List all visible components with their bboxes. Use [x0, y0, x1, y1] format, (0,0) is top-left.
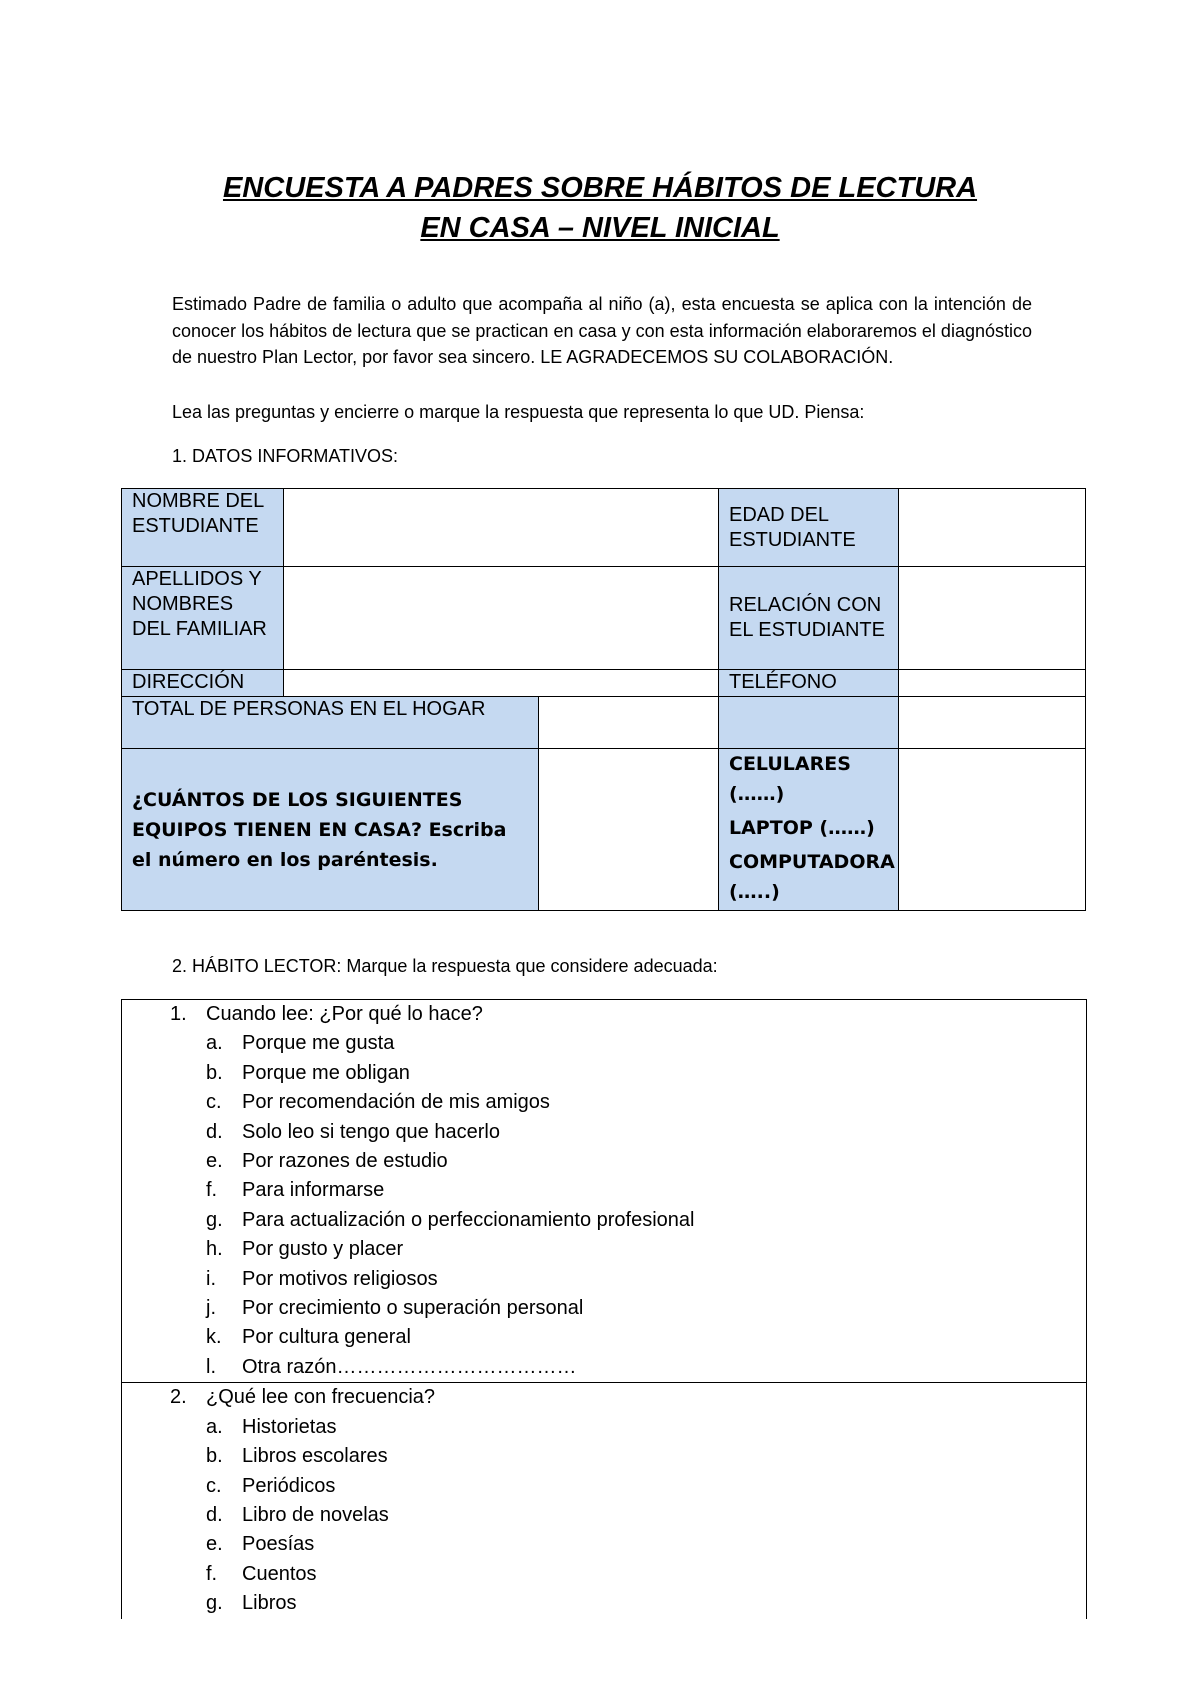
option-letter: d. [206, 1503, 223, 1526]
question-text: ¿Qué lee con frecuencia? [206, 1386, 436, 1409]
habito-lector-box [121, 999, 1087, 1619]
option-letter: j. [206, 1297, 216, 1320]
title-line-2: EN CASA – NIVEL INICIAL [420, 212, 780, 244]
input-equipos[interactable] [539, 749, 719, 911]
label-telefono: TELÉFONO [719, 670, 899, 697]
option-letter: g. [206, 1592, 223, 1615]
label-direccion: DIRECCIÓN [122, 670, 284, 697]
equipos-list [719, 749, 899, 911]
option-item[interactable] [170, 1059, 1086, 1088]
option-text: Historietas [242, 1415, 337, 1438]
option-text: Solo leo si tengo que hacerlo [242, 1120, 500, 1143]
option-text: Libro de novelas [242, 1503, 389, 1526]
option-text: Libros [242, 1592, 297, 1615]
option-text: Porque me obligan [242, 1061, 410, 1084]
question-1-line [170, 1000, 1086, 1029]
option-letter: d. [206, 1120, 223, 1143]
section-2-heading: 2. HÁBITO LECTOR: Marque la respuesta que considere adecuada: [172, 956, 718, 976]
option-item[interactable] [170, 1530, 1086, 1559]
input-apellidos-familiar[interactable] [284, 567, 719, 670]
option-letter: c. [206, 1474, 222, 1497]
input-nombre-estudiante[interactable] [284, 489, 719, 567]
section-1-heading: 1. DATOS INFORMATIVOS: [172, 446, 399, 466]
input-telefono[interactable] [899, 670, 1086, 697]
option-text: Por motivos religiosos [242, 1267, 438, 1290]
input-relacion-estudiante[interactable] [899, 567, 1086, 670]
option-item[interactable] [170, 1265, 1086, 1294]
option-letter: c. [206, 1091, 222, 1114]
option-text: Cuentos [242, 1562, 317, 1585]
option-text: Por recomendación de mis amigos [242, 1091, 550, 1114]
option-item[interactable] [170, 1147, 1086, 1176]
option-item[interactable] [170, 1323, 1086, 1352]
input-equipos-extra[interactable] [899, 749, 1086, 911]
option-text: Libros escolares [242, 1445, 388, 1468]
label-edad-estudiante: EDAD DEL ESTUDIANTE [719, 489, 899, 567]
option-item[interactable] [170, 1294, 1086, 1323]
intro-instruction: Lea las preguntas y encierre o marque la respuesta que representa lo que UD. Piensa: [172, 402, 865, 422]
option-text: Por cultura general [242, 1326, 411, 1349]
option-item[interactable] [170, 1560, 1086, 1589]
question-1 [122, 1000, 1086, 1382]
option-item[interactable] [170, 1501, 1086, 1530]
label-relacion-estudiante: RELACIÓN CON EL ESTUDIANTE [719, 567, 899, 670]
blank-input-cell[interactable] [899, 697, 1086, 749]
option-item[interactable] [170, 1176, 1086, 1205]
option-letter: g. [206, 1208, 223, 1231]
equip-laptop: LAPTOP (……) [729, 817, 875, 839]
option-text: Poesías [242, 1533, 315, 1556]
equip-celulares: CELULARES (……) [729, 753, 851, 805]
datos-informativos-table [121, 488, 1086, 911]
option-text: Por gusto y placer [242, 1238, 404, 1261]
option-item[interactable] [170, 1442, 1086, 1471]
option-item[interactable] [170, 1206, 1086, 1235]
question-2-line [170, 1383, 1086, 1412]
option-text: Porque me gusta [242, 1032, 395, 1055]
input-edad-estudiante[interactable] [899, 489, 1086, 567]
question-number: 1. [170, 1003, 187, 1025]
option-item[interactable] [170, 1118, 1086, 1147]
option-item[interactable] [170, 1235, 1086, 1264]
option-text: Para actualización o perfeccionamiento profesional [242, 1208, 695, 1231]
option-item[interactable] [170, 1088, 1086, 1117]
option-item[interactable] [170, 1589, 1086, 1618]
option-letter: e. [206, 1533, 223, 1556]
option-item[interactable] [170, 1472, 1086, 1501]
question-number: 2. [170, 1386, 187, 1409]
option-text: Periódicos [242, 1474, 336, 1497]
option-text: Otra razón……………………………… [242, 1355, 577, 1378]
option-letter: b. [206, 1061, 223, 1084]
option-item[interactable] [170, 1413, 1086, 1442]
option-letter: a. [206, 1415, 223, 1438]
equip-computadora: COMPUTADORA (…..) [729, 851, 895, 903]
option-letter: a. [206, 1032, 223, 1055]
option-letter: i. [206, 1267, 216, 1290]
option-text: Para informarse [242, 1179, 385, 1202]
option-letter: f. [206, 1179, 218, 1202]
intro-paragraph: Estimado Padre de familia o adulto que acompaña al niño (a), esta encuesta se aplica con la intención de conocer los hábitos de lectura que se practican en casa y con esta información elaboraremos el diagnóstico de nuestro Plan Lector, por favor sea sincero. LE AGRADECEMOS SU COLABORACIÓN. [172, 294, 1032, 367]
option-item[interactable] [170, 1029, 1086, 1058]
document-title [120, 168, 1080, 248]
label-nombre-estudiante: NOMBRE DEL ESTUDIANTE [122, 489, 284, 567]
input-direccion[interactable] [284, 670, 719, 697]
title-line-1: ENCUESTA A PADRES SOBRE HÁBITOS DE LECTURA [222, 172, 978, 204]
option-letter: h. [206, 1238, 223, 1261]
blank-label-cell [719, 697, 899, 749]
label-equipos: ¿CUÁNTOS DE LOS SIGUIENTES EQUIPOS TIENEN EN CASA? Escriba el número en los paréntesis. [122, 749, 539, 911]
label-total-personas: TOTAL DE PERSONAS EN EL HOGAR [122, 697, 539, 749]
option-item[interactable] [170, 1353, 1086, 1382]
input-total-personas[interactable] [539, 697, 719, 749]
option-letter: k. [206, 1326, 222, 1349]
option-letter: l. [206, 1355, 216, 1378]
option-letter: e. [206, 1150, 223, 1173]
option-text: Por razones de estudio [242, 1150, 448, 1173]
question-2 [122, 1382, 1086, 1618]
label-apellidos-familiar: APELLIDOS Y NOMBRES DEL FAMILIAR [122, 567, 284, 670]
question-text: Cuando lee: ¿Por qué lo hace? [206, 1003, 483, 1025]
option-text: Por crecimiento o superación personal [242, 1297, 584, 1320]
option-letter: b. [206, 1445, 223, 1468]
option-letter: f. [206, 1562, 218, 1585]
